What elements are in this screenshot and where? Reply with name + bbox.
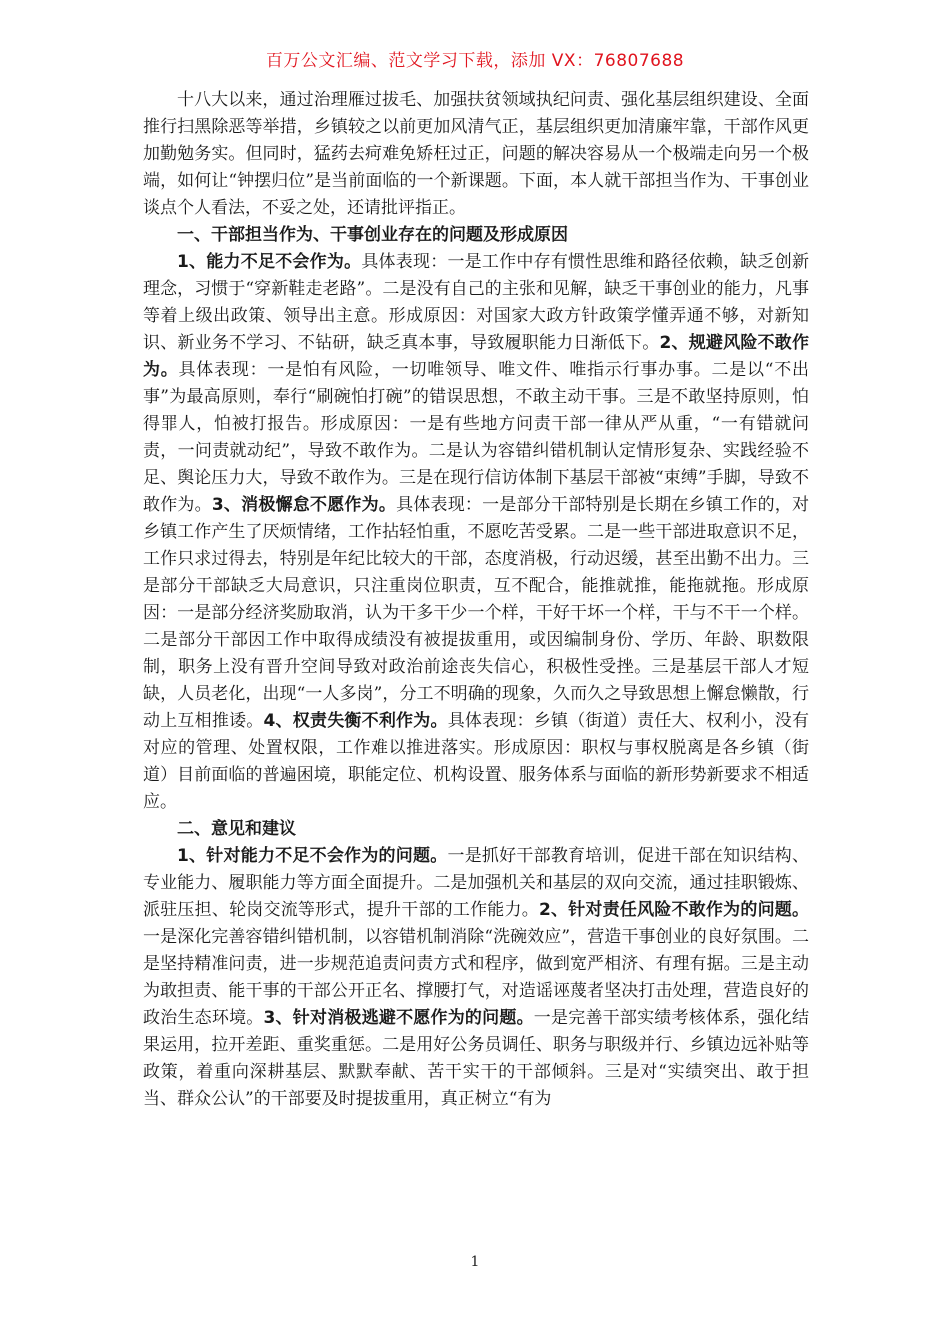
suggestion-2-title: 2、针对责任风险不敢作为的问题。 — [538, 900, 810, 920]
issue-3-text: 具体表现：一是部分干部特别是长期在乡镇工作的，对乡镇工作产生了厌烦情绪，工作拈轻怕重，不愿吃苦受累。二是一些干部进取意识不足，工作只求过得去，特别是年纪比较大的干部，态度消极，行动迟缓，甚至出勤不出力。三是部分干部缺乏大局意识，只注重岗位职责，互不配合，能推就推，能拖就拖。形成原因：一是部分经济奖励取消，认为干多干少一个样，干好干坏一个样，干与不干一个样。二是部分干部因工作中取得成绩没有被提拔重用，或因编制身份、学历、年龄、职数限制，职务上没有晋升空间导致对政治前途丧失信心，积极性受挫。三是基层干部人才短缺，人员老化，出现“一人多岗”，分工不明确的现象，久而久之导致思想上懈怠懒散，行动上互相推诿。 — [143, 495, 809, 731]
issue-2-text: 具体表现：一是怕有风险，一切唯领导、唯文件、唯指示行事办事。二是以“不出事”为最高原则，奉行“刷碗怕打碗”的错误思想，不敢主动干事。三是不敢坚持原则，怕得罪人，怕被打报告。形成原因：一是有些地方问责干部一律从严从重，“一有错就问责，一问责就动纪”，导致不敢作为。二是认为容错纠错机制认定情形复杂、实践经验不足、舆论压力大，导致不敢作为。三是在现行信访体制下基层干部被“束缚”手脚，导致不敢作为。 — [143, 360, 809, 515]
issue-4-text: 具体表现：乡镇（街道）责任大、权利小，没有对应的管理、处置权限，工作难以推进落实。形成原因：职权与事权脱离是各乡镇（街道）目前面临的普遍困境，职能定位、机构设置、服务体系与面临的新形势新要求不相适应。 — [143, 711, 810, 812]
page-number: 1 — [470, 1254, 480, 1270]
suggestion-1-text: 一是抓好干部教育培训，促进干部在知识结构、专业能力、履职能力等方面全面提升。二是加强机关和基层的双向交流，通过挂职锻炼、派驻压担、轮岗交流等形式，提升干部的工作能力。 — [143, 846, 810, 920]
issue-3-title: 3、消极懈怠不愿作为。 — [211, 495, 397, 515]
issue-2-title: 2、规避风险不敢作为。 — [143, 333, 809, 380]
section-2-heading: 二、意见和建议 — [177, 819, 296, 839]
issue-4-title: 4、权责失衡不利作为。 — [263, 711, 448, 731]
suggestion-3-title: 3、针对消极逃避不愿作为的问题。 — [263, 1008, 534, 1028]
suggestion-2-text: 一是深化完善容错纠错机制，以容错机制消除“洗碗效应”，营造干事创业的良好氛围。二是坚持精准问责，进一步规范追责问责方式和程序，做到宽严相济、有理有据。三是主动为敢担责、能干事的干部公开正名、撑腰打气，对造谣诬蔑者坚决打击处理，营造良好的政治生态环境。 — [143, 927, 809, 1028]
suggestion-1-title: 1、针对能力不足不会作为的问题。 — [177, 846, 448, 866]
intro-paragraph: 十八大以来，通过治理雁过拔毛、加强扶贫领域执纪问责、强化基层组织建设、全面推行扫黑除恶等举措，乡镇较之以前更加风清气正，基层组织更加清廉牢靠，干部作风更加勤勉务实。但同时，猛药去疴难免矫枉过正，问题的解决容易从一个极端走向另一个极端，如何让“钟摆归位”是当前面临的一个新课题。下面，本人就干部担当作为、干事创业谈点个人看法，不妥之处，还请批评指正。 — [143, 90, 809, 218]
section-1-paragraph — [143, 249, 809, 816]
issue-1-text: 具体表现：一是工作中存有惯性思维和路径依赖，缺乏创新理念，习惯于“穿新鞋走老路”。二是没有自己的主张和见解，缺乏干事创业的能力，凡事等着上级出政策、领导出主意。形成原因：对国家大政方针政策学懂弄通不够，对新知识、新业务不学习、不钻研，缺乏真本事，导致履职能力日渐低下。 — [143, 252, 809, 353]
section-1-heading: 一、干部担当作为、干事创业存在的问题及形成原因 — [177, 225, 568, 245]
document-body — [143, 87, 809, 1113]
watermark-banner: 百万公文汇编、范文学习下载，添加 VX：76807688 — [265, 51, 685, 71]
issue-1-title: 1、能力不足不会作为。 — [177, 252, 362, 272]
suggestion-3-text: 一是完善干部实绩考核体系，强化结果运用，拉开差距、重奖重惩。二是用好公务员调任、职务与职级并行、乡镇边远补贴等政策，着重向深耕基层、默默奉献、苦干实干的干部倾斜。三是对“实绩突出、敢于担当、群众公认”的干部要及时提拔重用，真正树立“有为 — [143, 1008, 810, 1109]
section-2-paragraph — [143, 843, 809, 1113]
